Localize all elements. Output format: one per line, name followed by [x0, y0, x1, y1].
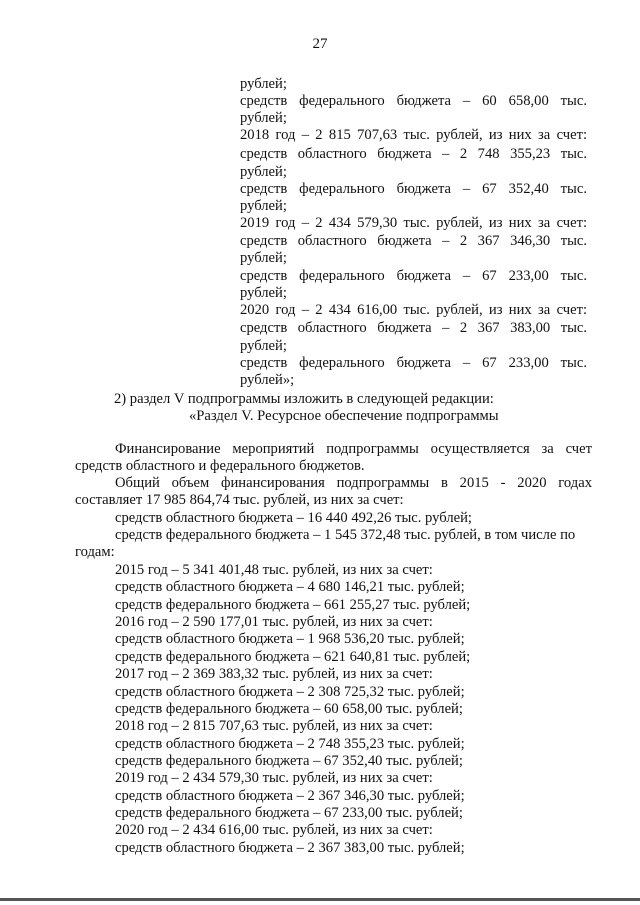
year-line: 2015 год – 5 341 401,48 тыс. рублей, из них за счет: — [115, 562, 433, 578]
text-line: рублей»; — [240, 372, 295, 388]
year-line: 2020 год – 2 434 616,00 тыс. рублей, из них за счет: — [115, 822, 433, 838]
text-line: 2020 год – 2 434 616,00 тыс. рублей, из них за счет: — [240, 302, 587, 318]
section-title: «Раздел V. Ресурсное обеспечение подпрограммы — [189, 408, 499, 424]
text-line: средств областного бюджета – 2 748 355,23 тыс. рублей; — [115, 736, 465, 752]
text-line: рублей; — [240, 338, 287, 354]
text-line: средств федерального бюджета – 661 255,27 тыс. рублей; — [115, 597, 471, 613]
scan-edge-line — [0, 898, 640, 901]
text-line: рублей; — [240, 198, 287, 214]
text-line: рублей; — [240, 250, 287, 266]
text-line: рублей; — [240, 76, 287, 92]
text-line: средств федерального бюджета – 67 233,00 тыс. рублей; — [115, 805, 463, 821]
text-line: средств областного бюджета – 2 367 346,30 тыс. рублей; — [115, 788, 465, 804]
text-line: 2018 год – 2 815 707,63 тыс. рублей, из них за счет: — [240, 127, 587, 143]
text-line: средств областного бюджета – 16 440 492,26 тыс. рублей; — [115, 510, 472, 526]
text-line: средств федерального бюджета – 67 352,40 тыс. рублей; — [115, 753, 463, 769]
text-line: средств областного бюджета – 2 748 355,23 тыс. — [240, 146, 587, 162]
text-line: средств областного бюджета – 2 308 725,32 тыс. рублей; — [115, 684, 465, 700]
text-line: средств областного бюджета – 1 968 536,20 тыс. рублей; — [115, 631, 465, 647]
page-number: 27 — [312, 36, 328, 52]
text-line: рублей; — [240, 164, 287, 180]
text-line: 2019 год – 2 434 579,30 тыс. рублей, из них за счет: — [240, 215, 587, 231]
text-line: годам: — [75, 544, 115, 560]
text-line: средств федерального бюджета – 621 640,81 тыс. рублей; — [115, 649, 471, 665]
text-line: Финансирование мероприятий подпрограммы осуществляется за счет — [115, 441, 592, 457]
year-line: 2019 год – 2 434 579,30 тыс. рублей, из них за счет: — [115, 770, 433, 786]
amendment-item: 2) раздел V подпрограммы изложить в следующей редакции: — [114, 391, 494, 407]
text-line: рублей; — [240, 110, 287, 126]
text-line: средств областного бюджета – 4 680 146,21 тыс. рублей; — [115, 579, 465, 595]
text-line: рублей; — [240, 285, 287, 301]
text-line: составляет 17 985 864,74 тыс. рублей, из них за счет: — [75, 492, 404, 508]
text-line: средств федерального бюджета – 67 233,00 тыс. — [240, 268, 587, 284]
year-line: 2018 год – 2 815 707,63 тыс. рублей, из них за счет: — [115, 718, 433, 734]
text-line: средств федерального бюджета – 67 233,00 тыс. — [240, 355, 587, 371]
text-line: средств областного бюджета – 2 367 346,30 тыс. — [240, 233, 587, 249]
text-line: средств федерального бюджета – 67 352,40 тыс. — [240, 181, 587, 197]
text-line: средств федерального бюджета – 1 545 372,48 тыс. рублей, в том числе по — [115, 527, 576, 543]
text-line: средств областного бюджета – 2 367 383,00 тыс. рублей; — [115, 840, 465, 856]
text-line: средств областного и федерального бюджетов. — [75, 458, 365, 474]
text-line: средств федерального бюджета – 60 658,00 тыс. — [240, 93, 587, 109]
text-line: Общий объем финансирования подпрограммы в 2015 - 2020 годах — [115, 475, 592, 491]
text-line: средств областного бюджета – 2 367 383,00 тыс. — [240, 320, 587, 336]
text-line: средств федерального бюджета – 60 658,00 тыс. рублей; — [115, 701, 463, 717]
year-line: 2017 год – 2 369 383,32 тыс. рублей, из них за счет: — [115, 666, 433, 682]
year-line: 2016 год – 2 590 177,01 тыс. рублей, из них за счет: — [115, 614, 433, 630]
